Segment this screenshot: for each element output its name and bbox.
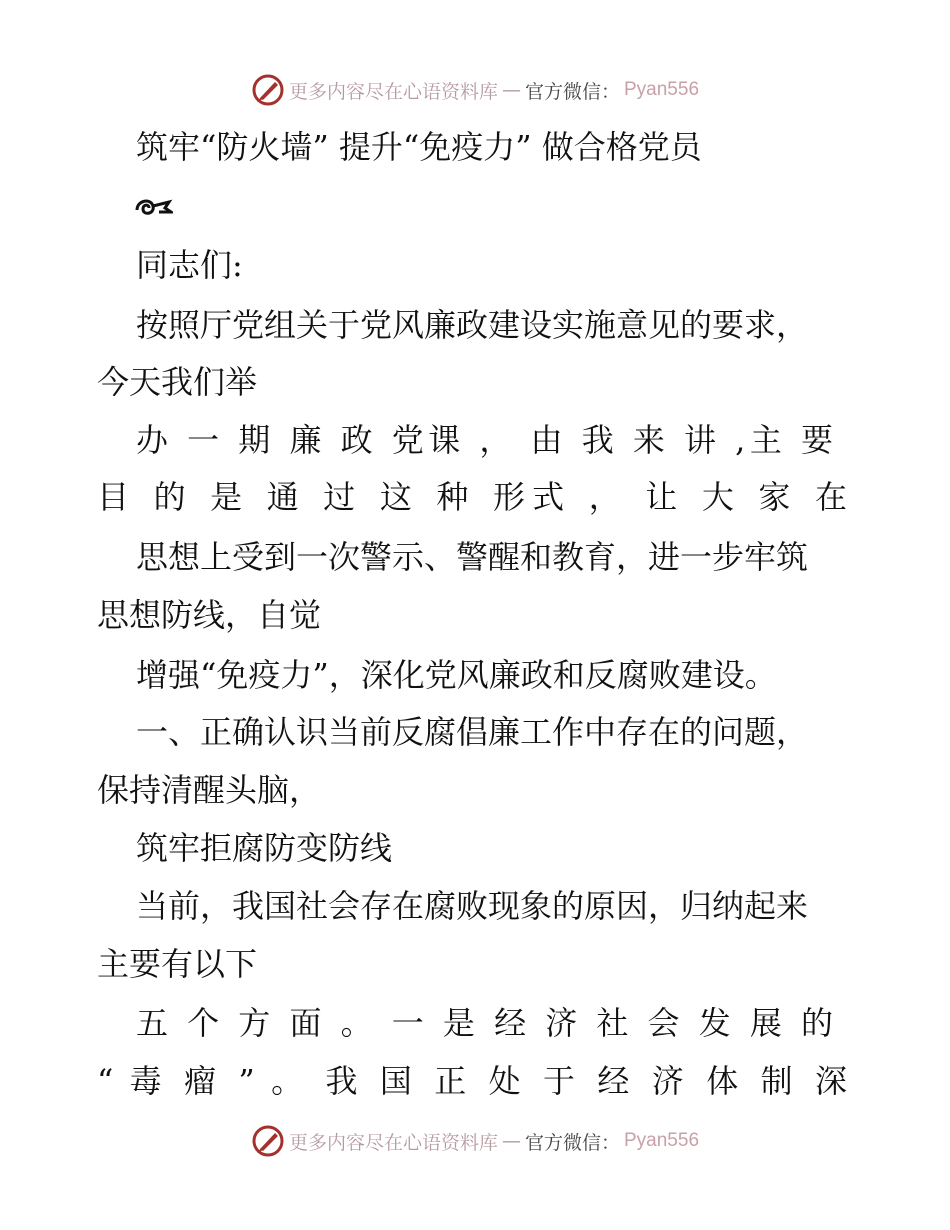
body-line: 按照厅党组关于党风廉政建设实施意见的要求， [136,306,809,344]
body-line: 主要有以下 [97,945,258,983]
watermark-wechat-id: Pyan556 [624,1130,700,1151]
body-line: 目 的 是 通 过 这 种 形式 ， 让 大 家 在 [97,478,847,516]
body-line: 办 一 期 廉 政 党课 ， 由 我 来 讲 ,主 要 [136,421,833,459]
watermark-wechat-id: Pyan556 [624,79,700,100]
body-line: 保持清醒头脑， [97,771,322,809]
watermark-official-label: 官方微信： [524,80,620,103]
document-title: 筑牢“防火墙” 提升“免疫力” 做合格党员 [136,128,702,166]
watermark-header [0,72,950,108]
watermark-official-label: 官方微信： [524,1131,620,1154]
body-line: 思想防线，自觉 [97,596,322,634]
brush-logo-icon [251,73,285,107]
watermark-dash: — [501,1130,521,1152]
watermark-text: 更多内容尽在心语资料库 [288,1131,498,1154]
body-line: 五 个 方 面 。 一 是 经 济 社 会 发 展 的 [136,1004,833,1042]
brush-logo-icon [251,1124,285,1158]
body-line: 筑牢拒腐防变防线 [136,829,393,867]
body-line: 增强“免疫力”，深化党风廉政和反腐败建设。 [136,656,777,694]
salutation: 同志们: [136,246,243,284]
body-line: 今天我们举 [97,363,258,401]
body-line: 思想上受到一次警示、警醒和教育，进一步牢筑 [136,538,809,576]
watermark-text: 更多内容尽在心语资料库 [288,80,498,103]
watermark-dash: — [501,79,521,101]
watermark-footer [0,1123,950,1159]
body-line: 一、正确认识当前反腐倡廉工作中存在的问题， [136,713,809,751]
body-line: 当前，我国社会存在腐败现象的原因，归纳起来 [136,887,809,925]
scroll-ornament-icon [133,190,173,222]
body-line: “ 毒 瘤 ” 。 我 国 正 处 于 经 济 体 制 深 [97,1062,847,1100]
